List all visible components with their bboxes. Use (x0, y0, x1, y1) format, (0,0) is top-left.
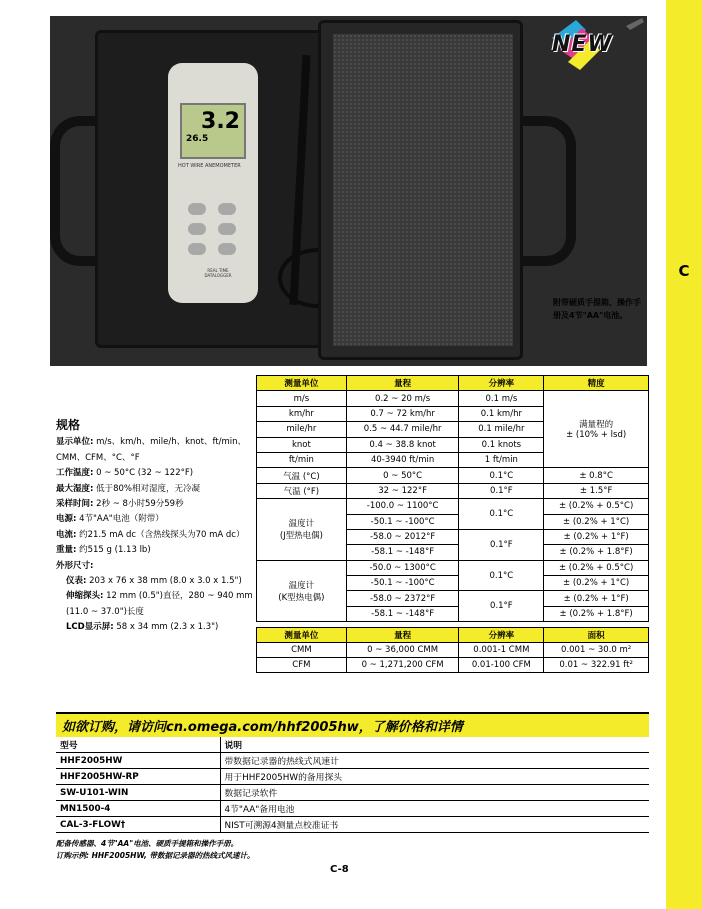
cell-range: -58.1 ~ -148°F (346, 545, 459, 560)
cell-unit: ft/min (257, 452, 347, 467)
carrying-case-base (95, 30, 350, 348)
cell-unit: m/s (257, 391, 347, 406)
spec-line: 重量: 约515 g (1.13 lb) (56, 545, 151, 556)
cell-accuracy: ± (0.2% + 1°F) (544, 529, 649, 544)
note-example: 订购示例: HHF2005HW, 带数据记录器的热线式风速计。 (56, 851, 255, 860)
spec-line: 外形尺寸: (56, 560, 94, 571)
cell-area: 0.001 ~ 30.0 m² (544, 643, 649, 658)
cell-resolution: 0.1°C (459, 468, 544, 483)
table-row (56, 769, 649, 785)
cell-range: 0 ~ 1,271,200 CFM (346, 658, 459, 673)
meter-button (218, 223, 236, 235)
model-number: HHF2005HW-RP (56, 769, 220, 785)
meter-display-main: 3.2 (201, 109, 240, 134)
spec-line: 工作温度: 0 ~ 50°C (32 ~ 122°F) (56, 468, 194, 479)
spec-dim-line: LCD显示屏: 58 x 34 mm (2.3 x 1.3") (66, 622, 219, 633)
cell-range: -100.0 ~ 1100°C (346, 499, 459, 514)
anemometer-meter (168, 63, 258, 303)
cell-resolution: 0.1 knots (459, 437, 544, 452)
page-number: C-8 (330, 864, 349, 875)
table-row (257, 658, 649, 673)
model-description: 用于HHF2005HW的备用探头 (220, 769, 649, 785)
cell-range: 0.4 ~ 38.8 knot (346, 437, 459, 452)
spec-dim-line: 伸缩探头: 12 mm (0.5")直径，280 ~ 940 mm (11.0 ~ 37.0")长度 (66, 591, 253, 617)
cell-range: -50.1 ~ -100°C (346, 514, 459, 529)
header-accuracy: 精度 (544, 376, 649, 391)
cell-range: -50.0 ~ 1300°C (346, 560, 459, 575)
header-range: 量程 (346, 628, 459, 643)
specifications (56, 418, 256, 636)
cell-accuracy: ± 0.8°C (544, 468, 649, 483)
cell-accuracy: ± (0.2% + 1°F) (544, 591, 649, 606)
spec-line: 显示单位: m/s、km/h、mile/h、knot、ft/min、CMM、CFM、°C、°F (56, 437, 247, 463)
cell-resolution: 0.1°F (459, 529, 544, 560)
table-row (56, 785, 649, 801)
cell-range: 0.2 ~ 20 m/s (346, 391, 459, 406)
cell-range: 0 ~ 36,000 CMM (346, 643, 459, 658)
specs-title: 规格 (56, 418, 81, 432)
section-tab-letter: C (678, 262, 690, 280)
table-header-row (257, 376, 649, 391)
new-badge-text: NEW (552, 32, 613, 57)
header-resolution: 分辨率 (459, 628, 544, 643)
cell-resolution: 0.1°C (459, 560, 544, 591)
model-description: NIST可溯源4测量点校准证书 (220, 817, 649, 833)
meter-lcd (180, 103, 246, 159)
cell-accuracy: ± (0.2% + 1.8°F) (544, 545, 649, 560)
spec-dim-line: 仪表: 203 x 76 x 38 mm (8.0 x 3.0 x 1.5") (66, 576, 242, 587)
cell-range: 0 ~ 50°C (346, 468, 459, 483)
cell-unit: knot (257, 437, 347, 452)
cell-range: -58.1 ~ -148°F (346, 606, 459, 621)
meter-display-temp: 26.5 (186, 134, 209, 144)
cell-range: 40-3940 ft/min (346, 452, 459, 467)
cell-accuracy: ± 1.5°F (544, 483, 649, 498)
cell-resolution: 0.1 m/s (459, 391, 544, 406)
ordering-banner: 如欲订购，请访问cn.omega.com/hhf2005hw，了解价格和详情 (56, 712, 649, 737)
header-description: 说明 (220, 737, 649, 753)
cell-unit: 气温 (°C) (257, 468, 347, 483)
cell-accuracy: 满量程的 ± (10% + lsd) (544, 391, 649, 468)
spec-table (256, 375, 649, 622)
model-number: MN1500-4 (56, 801, 220, 817)
model-description: 带数据记录器的热线式风速计 (220, 753, 649, 769)
cell-accuracy: ± (0.2% + 0.5°C) (544, 499, 649, 514)
cell-resolution: 0.1°C (459, 499, 544, 530)
table-row (56, 801, 649, 817)
model-number: HHF2005HW (56, 753, 220, 769)
cell-resolution: 0.001-1 CMM (459, 643, 544, 658)
cell-accuracy: ± (0.2% + 1.8°F) (544, 606, 649, 621)
cell-range: -58.0 ~ 2012°F (346, 529, 459, 544)
meter-button (188, 203, 206, 215)
table-row (56, 753, 649, 769)
spec-line: 最大湿度: 低于80%相对湿度，无冷凝 (56, 483, 201, 494)
header-area: 面积 (544, 628, 649, 643)
cell-unit: 气温 (°F) (257, 483, 347, 498)
cell-unit: CMM (257, 643, 347, 658)
table-row (257, 643, 649, 658)
case-handle-right (520, 116, 576, 266)
cell-unit: CFM (257, 658, 347, 673)
table-row (257, 499, 649, 514)
table-row (257, 391, 649, 406)
cell-accuracy: ± (0.2% + 1°C) (544, 514, 649, 529)
cell-unit: km/hr (257, 406, 347, 421)
spec-line: 电源: 4节"AA"电池（附带） (56, 514, 164, 525)
meter-button (218, 243, 236, 255)
table-row (257, 483, 649, 498)
cell-resolution: 0.1°F (459, 591, 544, 622)
meter-label: HOT WIRE ANEMOMETER (178, 163, 241, 169)
cell-resolution: 1 ft/min (459, 452, 544, 467)
cell-resolution: 0.01-100 CFM (459, 658, 544, 673)
meter-button (218, 203, 236, 215)
cell-range: 0.5 ~ 44.7 mile/hr (346, 422, 459, 437)
cell-resolution: 0.1°F (459, 483, 544, 498)
ordering-section (56, 712, 649, 862)
lid-foam (333, 34, 513, 346)
model-description: 数据记录软件 (220, 785, 649, 801)
meter-logger-label: REAL TIME DATALOGGER (204, 268, 232, 278)
meter-button (188, 243, 206, 255)
meter-button (188, 223, 206, 235)
cell-range: -58.0 ~ 2372°F (346, 591, 459, 606)
model-description: 4节"AA"备用电池 (220, 801, 649, 817)
table-row (257, 468, 649, 483)
table-header-row (56, 737, 649, 753)
cell-resolution: 0.1 km/hr (459, 406, 544, 421)
note-included: 配备传感器、4节"AA"电池、硬质手提箱和操作手册。 (56, 839, 239, 848)
model-number: SW-U101-WIN (56, 785, 220, 801)
cell-unit: mile/hr (257, 422, 347, 437)
cell-range: 0.7 ~ 72 km/hr (346, 406, 459, 421)
cell-unit: 温度计 (J型热电偶) (257, 499, 347, 561)
table-row (257, 560, 649, 575)
cell-area: 0.01 ~ 322.91 ft² (544, 658, 649, 673)
spec-line: 电流: 约21.5 mA dc（含热线探头为70 mA dc） (56, 529, 245, 540)
table-header-row (257, 628, 649, 643)
ordering-notes (56, 838, 649, 862)
cell-range: -50.1 ~ -100°C (346, 576, 459, 591)
cell-range: 32 ~ 122°F (346, 483, 459, 498)
header-resolution: 分辨率 (459, 376, 544, 391)
case-handle-left (50, 116, 98, 266)
section-tab (666, 0, 702, 909)
photo-caption: 附带硬质手提箱、操作手册及4节"AA"电池。 (553, 298, 641, 320)
spec-line: 采样时间: 2秒 ~ 8小时59分59秒 (56, 499, 184, 510)
header-unit: 测量单位 (257, 628, 347, 643)
table-row (56, 817, 649, 833)
model-number: CAL-3-FLOW† (56, 817, 220, 833)
cell-resolution: 0.1 mile/hr (459, 422, 544, 437)
header-unit: 测量单位 (257, 376, 347, 391)
header-range: 量程 (346, 376, 459, 391)
ordering-table (56, 737, 649, 833)
header-model: 型号 (56, 737, 220, 753)
cell-accuracy: ± (0.2% + 1°C) (544, 576, 649, 591)
cell-accuracy: ± (0.2% + 0.5°C) (544, 560, 649, 575)
airflow-table (256, 627, 649, 673)
cell-unit: 温度计 (K型热电偶) (257, 560, 347, 622)
